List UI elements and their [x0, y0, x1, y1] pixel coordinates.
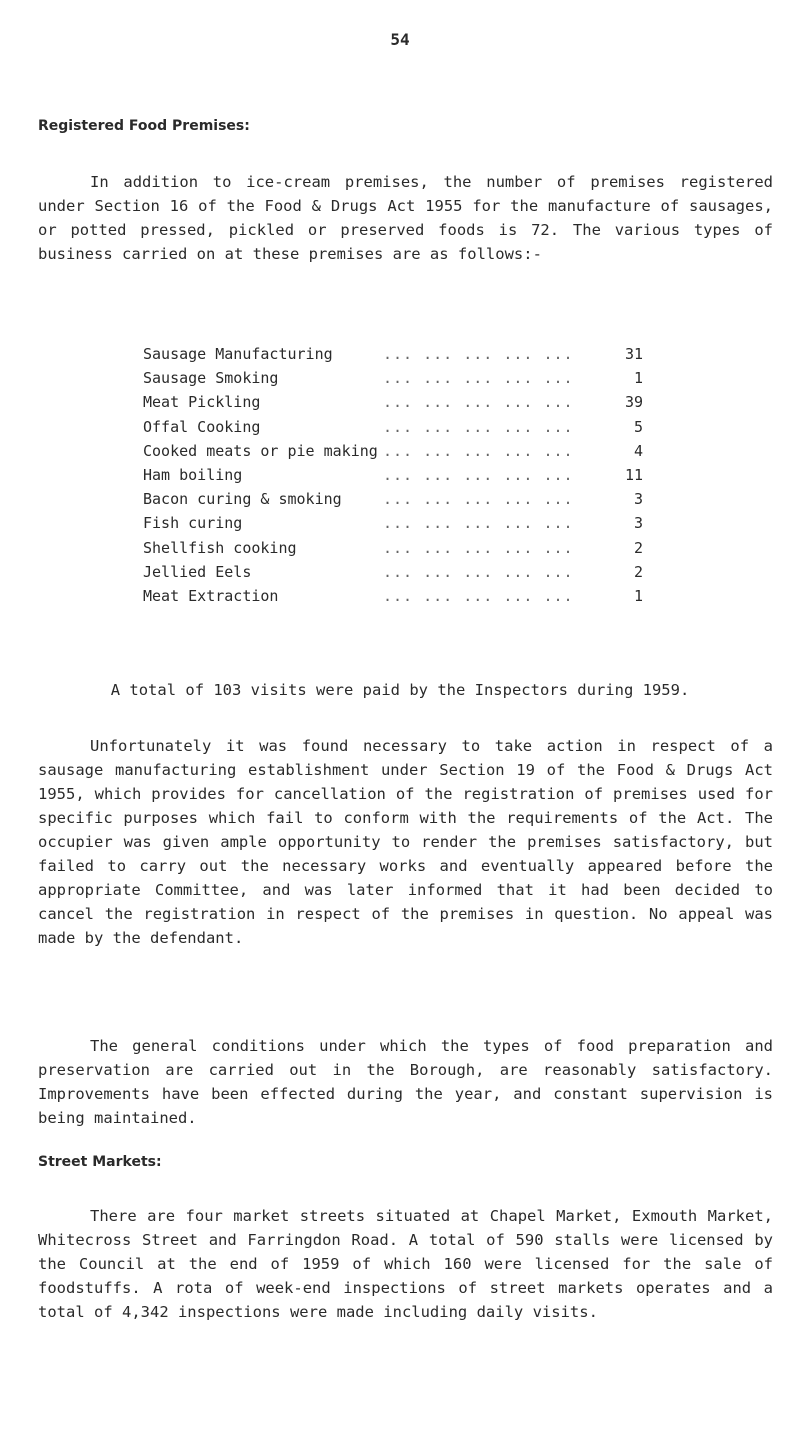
business-type-row — [143, 390, 643, 414]
business-type-count: 31 — [624, 345, 643, 364]
business-type-row — [143, 560, 643, 584]
action-paragraph: Unfortunately it was found necessary to take action in respect of a sausage manufacturing establishment under Section 19 of the Food & Drugs Act 1955, which provides for cancellation of the registration of premises used for specific purposes which fail to conform with the requirements of the Act. The occupier was given ample opportunity to render the premises satisfactory, but failed to carry out the necessary works and eventually appeared before the appropriate Committee, and was later informed that it had been decided to cancel the registration in respect of the premises in question. No appeal was made by the defendant. — [38, 737, 773, 947]
business-type-name: Fish curing — [143, 514, 243, 533]
visits-paragraph: A total of 103 visits were paid by the Inspectors during 1959. — [110, 681, 690, 699]
business-type-name: Cooked meats or pie making — [143, 441, 378, 460]
business-type-row — [143, 366, 643, 390]
leader-dots: ... ... ... ... ... — [383, 466, 574, 485]
business-type-row — [143, 415, 643, 439]
business-type-count: 3 — [633, 514, 643, 533]
business-type-name: Ham boiling — [143, 466, 243, 485]
business-type-name: Shellfish cooking — [143, 538, 297, 557]
business-type-count: 2 — [633, 562, 643, 581]
business-type-row — [143, 487, 643, 511]
business-type-row — [143, 584, 643, 608]
conditions-paragraph: The general conditions under which the types of food preparation and preservation are carried out in the Borough, are reasonably satisfactory. Improvements have been effected during the year, and constant supervision is being maintained. — [38, 1037, 773, 1127]
business-type-count: 4 — [633, 441, 643, 460]
business-type-row — [143, 511, 643, 535]
leader-dots: ... ... ... ... ... — [383, 369, 574, 388]
business-type-count: 3 — [633, 490, 643, 509]
leader-dots: ... ... ... ... ... — [383, 441, 574, 460]
leader-dots: ... ... ... ... ... — [383, 514, 574, 533]
business-type-count: 39 — [624, 393, 643, 412]
business-type-name: Sausage Manufacturing — [143, 345, 333, 364]
street-markets-heading: Street Markets: — [38, 1154, 162, 1170]
business-type-row — [143, 463, 643, 487]
registered-food-premises-heading: Registered Food Premises: — [38, 118, 250, 134]
leader-dots: ... ... ... ... ... — [383, 345, 574, 364]
leader-dots: ... ... ... ... ... — [383, 393, 574, 412]
leader-dots: ... ... ... ... ... — [383, 562, 574, 581]
intro-paragraph: In addition to ice-cream premises, the number of premises registered under Section 16 of the Food & Drugs Act 1955 for the manufacture of sausages, or potted pressed, pickled or preserved foods is 72. The various types of business carried on at these premises are as follows:- — [38, 173, 773, 263]
business-type-count: 1 — [633, 586, 643, 605]
business-type-name: Jellied Eels — [143, 562, 252, 581]
business-type-name: Meat Extraction — [143, 586, 279, 605]
business-type-row — [143, 536, 643, 560]
business-type-count: 1 — [633, 369, 643, 388]
business-type-row — [143, 342, 643, 366]
business-type-name: Meat Pickling — [143, 393, 261, 412]
business-type-count: 11 — [624, 466, 643, 485]
business-types-table — [143, 342, 643, 608]
leader-dots: ... ... ... ... ... — [383, 586, 574, 605]
business-type-row — [143, 439, 643, 463]
business-type-count: 2 — [633, 538, 643, 557]
leader-dots: ... ... ... ... ... — [383, 417, 574, 436]
business-type-count: 5 — [633, 417, 643, 436]
street-markets-paragraph: There are four market streets situated at Chapel Market, Exmouth Market, Whitecross Street and Farringdon Road. A total of 590 stalls were licensed by the Council at the end of 1959 of which 160 were licensed for the sale of foodstuffs. A rota of week-end inspections of street markets operates and a total of 4,342 inspections were made including daily visits. — [38, 1207, 773, 1321]
page-number: 54 — [390, 30, 410, 49]
leader-dots: ... ... ... ... ... — [383, 490, 574, 509]
business-type-name: Bacon curing & smoking — [143, 490, 342, 509]
leader-dots: ... ... ... ... ... — [383, 538, 574, 557]
business-type-name: Sausage Smoking — [143, 369, 279, 388]
business-type-name: Offal Cooking — [143, 417, 261, 436]
